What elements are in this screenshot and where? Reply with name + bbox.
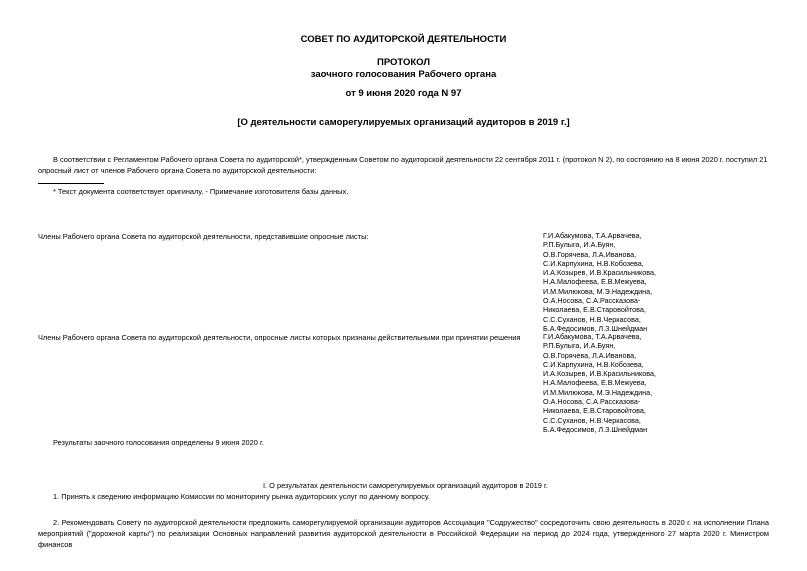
document-subtitle: заочного голосования Рабочего органа bbox=[310, 69, 497, 80]
member-names-line: Б.А.Федосимов, Л.З.Шнейдман bbox=[543, 424, 648, 434]
members-list-valid bbox=[543, 332, 656, 434]
member-names-line: И.М.Милюкова, М.Э.Надеждина, bbox=[543, 286, 653, 296]
section-heading: I. О результатах деятельности саморегулируемых организаций аудиторов в 2019 г. bbox=[263, 481, 548, 490]
member-names-line: И.А.Козырев, И.В.Красильникова, bbox=[543, 369, 656, 379]
results-line: Результаты заочного голосования определены 9 июня 2020 г. bbox=[53, 438, 264, 447]
member-names-line: С.С.Суханов, Н.В.Черкасова, bbox=[543, 314, 641, 324]
resolution-item-1: 1. Принять к сведению информацию Комиссии по мониторингу рынка аудиторских услуг по данному вопросу. bbox=[53, 492, 430, 501]
member-names-line: Николаева, Е.В.Старовойтова, bbox=[543, 305, 646, 315]
member-names-line: Р.П.Булыга, И.А.Буян, bbox=[543, 341, 616, 351]
member-names-line: Н.А.Малофеева, Е.В.Межуева, bbox=[543, 277, 647, 287]
document-type: ПРОТОКОЛ bbox=[376, 57, 430, 68]
intro-line-1: В соответствии с Регламентом Рабочего органа Совета по аудиторской*, утвержденным Советом по аудиторской деятельности 22 сентября 2011 г. (протокол N 2), по состоянию на 8 июня 2020 г. поступил 21 bbox=[53, 155, 768, 164]
member-names-line: Р.П.Булыга, И.А.Буян, bbox=[543, 240, 616, 250]
member-names-line: О.А.Носова, С.А.Рассказова- bbox=[543, 296, 641, 306]
member-names-line: И.М.Милюкова, М.Э.Надеждина, bbox=[543, 387, 653, 397]
intro-line-2: опросный лист от членов Рабочего органа Совета по аудиторской деятельности: bbox=[38, 166, 317, 175]
member-names-line: С.И.Карпухина, Н.В.Кобозева, bbox=[543, 258, 644, 268]
resolution-item-2: 2. Рекомендовать Совету по аудиторской деятельности предложить саморегулируемой организации аудиторов Ассоциация "Содружество" сосредоточить свою деятельность в 2020 г. на исполнении Плана мероприятий ("дорожной карты") по реализации Основных направлений развития аудиторской деятельности в Российской Федерации на период до 2024 года, утвержденного 27 марта 2020 г. Министром финансов bbox=[38, 518, 769, 549]
members-label-submitted: Члены Рабочего органа Совета по аудиторской деятельности, представившие опросные листы: bbox=[38, 232, 369, 241]
member-names-line: Н.А.Малофеева, Е.В.Межуева, bbox=[543, 378, 647, 388]
member-names-line: О.В.Горячева, Л.А.Иванова, bbox=[543, 350, 637, 360]
member-names-line: О.А.Носова, С.А.Рассказова- bbox=[543, 397, 641, 407]
member-names-line: С.С.Суханов, Н.В.Черкасова, bbox=[543, 415, 641, 425]
members-label-valid: Члены Рабочего органа Совета по аудиторской деятельности, опросные листы которых признаны действительными при принятии решения bbox=[38, 333, 521, 342]
council-title: СОВЕТ ПО АУДИТОРСКОЙ ДЕЯТЕЛЬНОСТИ bbox=[300, 34, 507, 45]
document-date: от 9 июня 2020 года N 97 bbox=[345, 88, 462, 99]
footnote: * Текст документа соответствует оригиналу. - Примечание изготовителя базы данных. bbox=[53, 187, 349, 196]
member-names-line: О.В.Горячева, Л.А.Иванова, bbox=[543, 249, 637, 259]
member-names-line: И.А.Козырев, И.В.Красильникова, bbox=[543, 268, 656, 278]
member-names-line: Г.И.Абакумова, Т.А.Арвачева, bbox=[543, 332, 642, 341]
members-list-submitted bbox=[543, 231, 656, 333]
member-names-line: Г.И.Абакумова, Т.А.Арвачева, bbox=[543, 231, 642, 240]
document-subject: [О деятельности саморегулируемых организаций аудиторов в 2019 г.] bbox=[237, 117, 570, 128]
member-names-line: С.И.Карпухина, Н.В.Кобозева, bbox=[543, 359, 644, 369]
footnote-separator bbox=[38, 183, 104, 184]
member-names-line: Николаева, Е.В.Старовойтова, bbox=[543, 406, 646, 416]
member-names-line: Б.А.Федосимов, Л.З.Шнейдман bbox=[543, 323, 648, 333]
